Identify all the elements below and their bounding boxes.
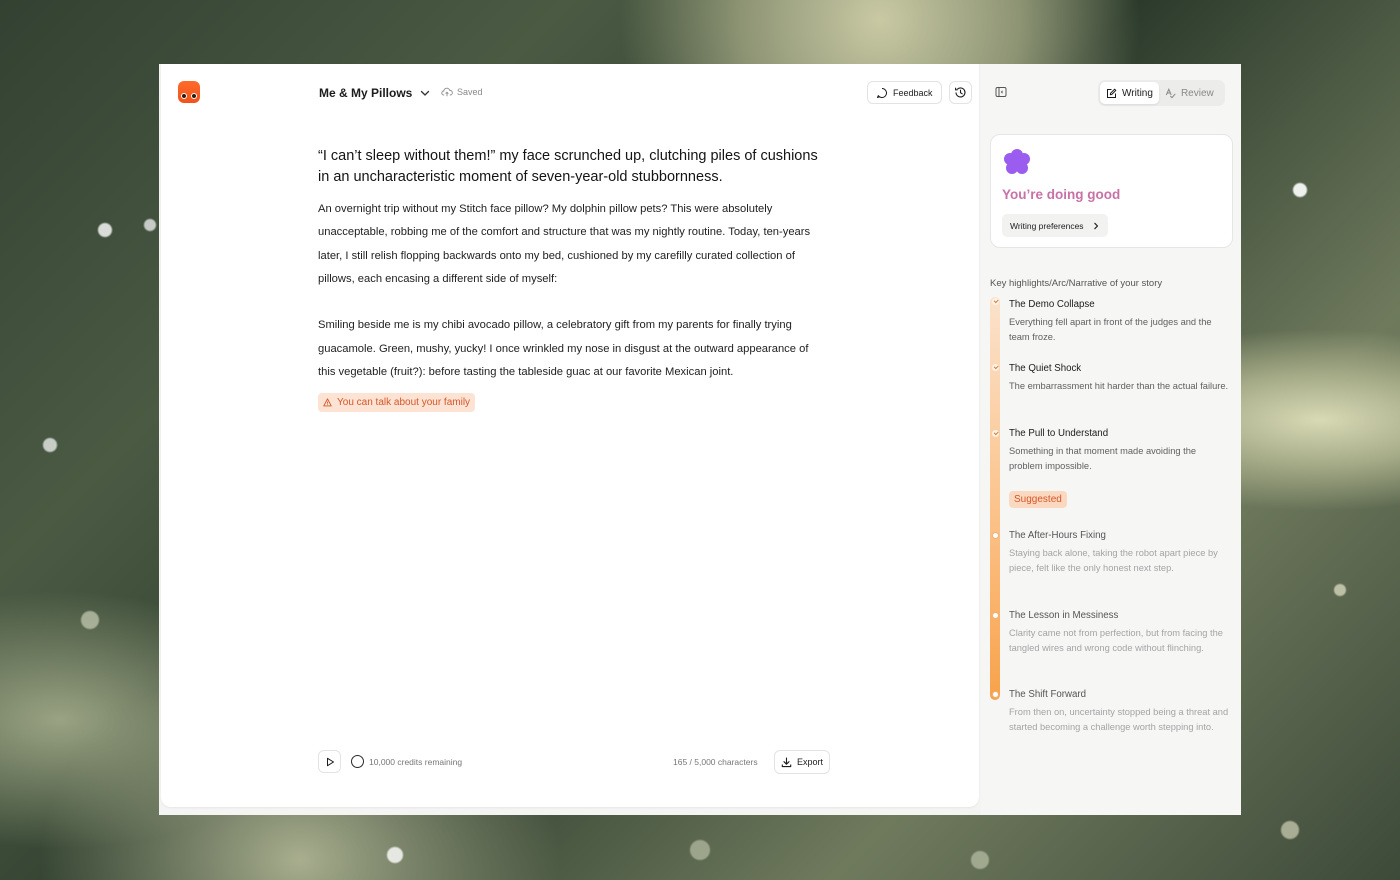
- arc-section-label: Key highlights/Arc/Narrative of your story: [990, 278, 1163, 289]
- document-title-dropdown[interactable]: [319, 86, 432, 100]
- flower-icon: [1002, 147, 1032, 177]
- inline-suggestion-text: You can talk about your family: [337, 397, 471, 409]
- document-heading[interactable]: “I can’t sleep without them!” my face scrunched up, clutching piles of cushions in an uncharacteristic moment of seven-year-old stubbornness.: [318, 148, 818, 185]
- arc-item-desc: Staying back alone, taking the robot apart piece by piece, felt like the only honest next step.: [1009, 548, 1218, 573]
- history-icon: [954, 86, 967, 99]
- arc-item[interactable]: [1009, 299, 1231, 344]
- save-status: [441, 87, 483, 97]
- arc-item-desc: From then on, uncertainty stopped being a threat and started becoming a challenge worth stepping into.: [1009, 707, 1229, 732]
- assistant-sidebar: [981, 64, 1241, 815]
- arc-item[interactable]: [1009, 428, 1231, 473]
- editor-pane: [161, 64, 979, 807]
- export-label: Export: [797, 757, 824, 767]
- arc-item-title: The After-Hours Fixing: [1009, 530, 1106, 541]
- arc-item[interactable]: [1009, 363, 1231, 394]
- document-title: Me & My Pillows: [319, 86, 413, 100]
- arc-item-desc: The embarrassment hit harder than the actual failure.: [1009, 381, 1229, 391]
- writing-preferences-label: Writing preferences: [1010, 220, 1084, 231]
- status-card: [990, 134, 1233, 248]
- sidebar-collapse-icon[interactable]: [995, 86, 1007, 98]
- play-icon: [325, 757, 335, 767]
- cloud-upload-icon: [441, 87, 453, 97]
- writing-preferences-button[interactable]: [1002, 214, 1108, 237]
- edit-icon: [1106, 88, 1117, 99]
- export-button[interactable]: [774, 750, 830, 774]
- credits-indicator: [351, 755, 462, 768]
- arc-item-title: The Quiet Shock: [1009, 363, 1082, 374]
- arc-progress-bar: [990, 297, 1000, 700]
- status-title: You’re doing good: [1002, 187, 1121, 202]
- arc-node-done: [992, 430, 999, 437]
- arc-node-pending: [992, 612, 999, 619]
- arc-item-title: The Shift Forward: [1009, 689, 1086, 700]
- tab-review[interactable]: [1159, 82, 1220, 104]
- arc-item-title: The Demo Collapse: [1009, 299, 1095, 310]
- arc-node-done: [992, 364, 999, 371]
- spellcheck-icon: [1165, 88, 1176, 99]
- download-icon: [781, 757, 792, 768]
- chevron-down-icon: [418, 86, 432, 100]
- arc-item-desc: Everything fell apart in front of the judges and the team froze.: [1009, 317, 1212, 342]
- save-status-text: Saved: [457, 87, 483, 97]
- mode-toggle: [1098, 80, 1225, 106]
- arc-item-desc: Clarity came not from perfection, but from facing the tangled wires and wrong code without flinching.: [1009, 628, 1223, 653]
- arc-item-title: The Lesson in Messiness: [1009, 610, 1119, 621]
- arc-item-desc: Something in that moment made avoiding the problem impossible.: [1009, 446, 1197, 471]
- arc-item[interactable]: [1009, 610, 1231, 655]
- arc-item[interactable]: [1009, 530, 1231, 575]
- warning-icon: [323, 398, 332, 407]
- chevron-right-icon: [1092, 222, 1100, 230]
- feedback-button[interactable]: [867, 81, 942, 104]
- tab-review-label: Review: [1180, 87, 1214, 99]
- logo-eye-right: [191, 93, 197, 99]
- history-button[interactable]: [949, 81, 972, 104]
- document-body[interactable]: [318, 146, 826, 412]
- tab-writing-label: Writing: [1122, 87, 1153, 99]
- play-button[interactable]: [318, 750, 341, 773]
- app-window: [159, 64, 1241, 815]
- tab-writing[interactable]: [1100, 82, 1159, 104]
- credits-text: 10,000 credits remaining: [369, 756, 463, 767]
- suggested-badge: Suggested: [1009, 491, 1067, 508]
- logo-eye-left: [181, 93, 187, 99]
- arc-item-title: The Pull to Understand: [1009, 428, 1109, 439]
- paragraph[interactable]: An overnight trip without my Stitch face pillow? My dolphin pillow pets? This were absolutely unacceptable, robbing me of the comfort and structure that was my nightly routine. Today, ten-years later, I still relish flopping backwards onto my bed, cushioned by my carefilly curated collection of pillows, each encasing a different side of myself:: [318, 203, 811, 285]
- arc-node-pending: [992, 691, 999, 698]
- arc-node-done: [992, 298, 999, 305]
- chat-bubble-icon: [876, 87, 888, 99]
- arc-node-pending: [992, 532, 999, 539]
- inline-suggestion[interactable]: [318, 393, 475, 412]
- app-logo[interactable]: [178, 81, 200, 103]
- paragraph[interactable]: Smiling beside me is my chibi avocado pillow, a celebratory gift from my parents for finally trying guacamole. Green, mushy, yucky! I once wrinkled my nose in disgust at the outward appearance of this vegetable (fruit?): before tasting the tableside guac at our favorite Mexican joint.: [318, 319, 809, 379]
- character-count: 165 / 5,000 characters: [673, 757, 758, 767]
- feedback-label: Feedback: [893, 87, 933, 98]
- arc-item[interactable]: [1009, 689, 1231, 734]
- credits-ring-icon: [351, 755, 364, 768]
